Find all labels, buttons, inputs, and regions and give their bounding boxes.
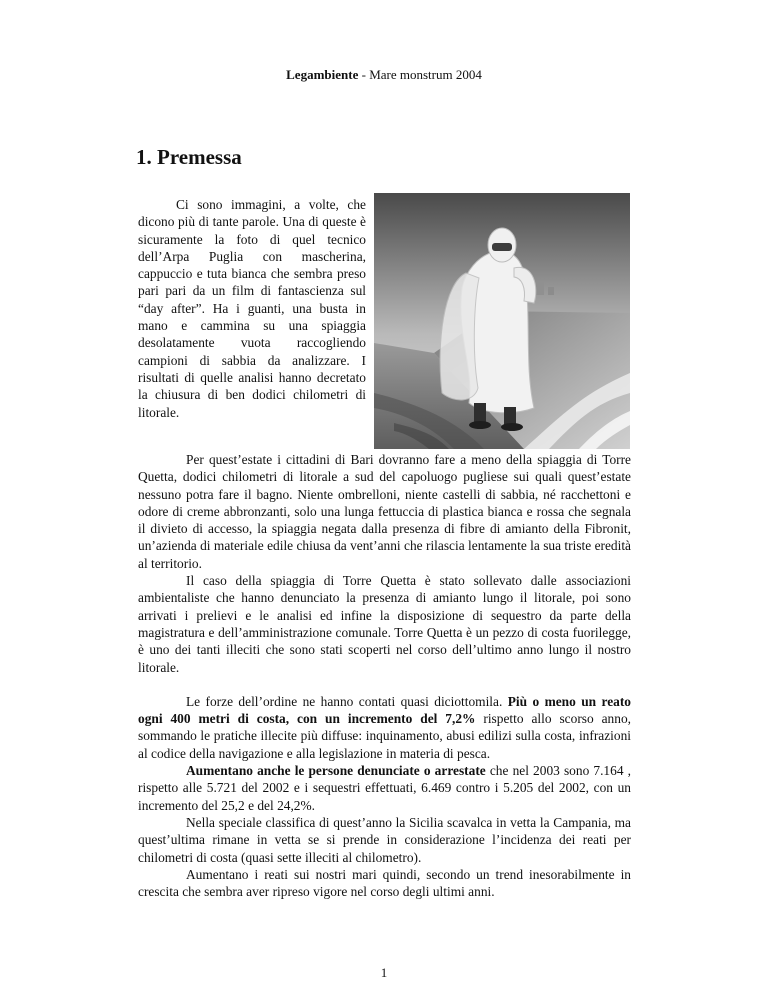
header-org: Legambiente bbox=[286, 67, 359, 82]
paragraph-denunciate bbox=[138, 762, 631, 814]
paragraph-torre-quetta: Per quest’estate i cittadini di Bari dovranno fare a meno della spiaggia di Torre Quetta, dodici chilometri di litorale a sud del capoluogo pugliese sui quali quest’estate nessuno potra fare il bagno. Niente ombrelloni, niente castelli di sabbia, né racchettoni e odore di creme abbronzanti, solo una lunga fettuccia di plastica bianca e rossa che segnala il divieto di accesso, la spiaggia negata dalla presenza di fibre di amianto della Fibronit, un’azienda di materiale edile chiusa da vent’anni che rilascia lentamente la sua triste eredità al territorio. bbox=[138, 452, 631, 571]
paragraph-trend: Aumentano i reati sui nostri mari quindi, secondo un trend inesorabilmente in crescita che sembra aver ripreso vigore nel corso degli ultimi anni. bbox=[138, 866, 631, 900]
section-title: 1. Premessa bbox=[136, 145, 242, 169]
page-header bbox=[0, 67, 768, 83]
paragraph-forze-ordine bbox=[138, 693, 631, 762]
beach-technician-photo bbox=[374, 193, 630, 449]
paragraph-associazioni: Il caso della spiaggia di Torre Quetta è stato sollevato dalle associazioni ambientaliste che hanno denunciato la presenza di amianto lungo il litorale, poi sono arrivati i prelievi e le analisi ed infine la disposizione di sequestro da parte della magistratura e dell’amministrazione comunale. Torre Quetta è un pezzo di costa fuorilegge, è uno dei tanti illeciti che sono stati scoperti nel corso dell’ultimo anno lungo il nostro litorale. bbox=[138, 573, 631, 675]
header-subtitle: - Mare monstrum 2004 bbox=[358, 67, 482, 82]
intro-paragraph: Ci sono immagini, a volte, che dicono più di tante parole. Una di queste è sicuramente la foto di quel tecnico dell’Arpa Puglia con mascherina, cappuccio e tuta bianca che sembra preso pari pari da un film di fantascienza sul “day after”. Ha i guanti, una busta in mano e cammina su una spiaggia desolatamente vuota raccogliendo campioni di sabbia da analizzare. I risultati di quelle analisi hanno decretato la chiusura di ben dodici chilometri di litorale. bbox=[138, 197, 366, 420]
body-text bbox=[138, 451, 631, 900]
photo-illustration bbox=[374, 193, 630, 449]
p3-text-b: rispetto allo scorso anno, sommando le pratiche illecite più diffuse: inquinamento, abusi edilizi sulla costa, infrazioni al codice della navigazione e alla legislazione in materia di pesca. bbox=[138, 711, 631, 761]
page-number: 1 bbox=[380, 965, 388, 980]
p4-text-b: che nel 2003 sono 7.164 , rispetto alle 5.721 del 2002 e i sequestri effettuati, 6.469 contro i 5.205 del 2002, con un incremento del 25,2 e del 24,2%. bbox=[138, 763, 631, 813]
p4-bold: Aumentano anche le persone denunciate o arrestate bbox=[186, 763, 486, 779]
p3-text-a: Le forze dell’ordine ne hanno contati quasi diciottomila. bbox=[186, 693, 508, 709]
paragraph-classifica: Nella speciale classifica di quest’anno la Sicilia scavalca in vetta la Campania, ma quest’ultima rimane in vetta se si prende in considerazione l’incidenza dei reati per chilometri di costa (quasi sette illeciti al chilometro). bbox=[138, 814, 631, 865]
p3-bold: Più o meno un reato ogni 400 metri di costa, con un incremento del 7,2% bbox=[138, 693, 631, 727]
